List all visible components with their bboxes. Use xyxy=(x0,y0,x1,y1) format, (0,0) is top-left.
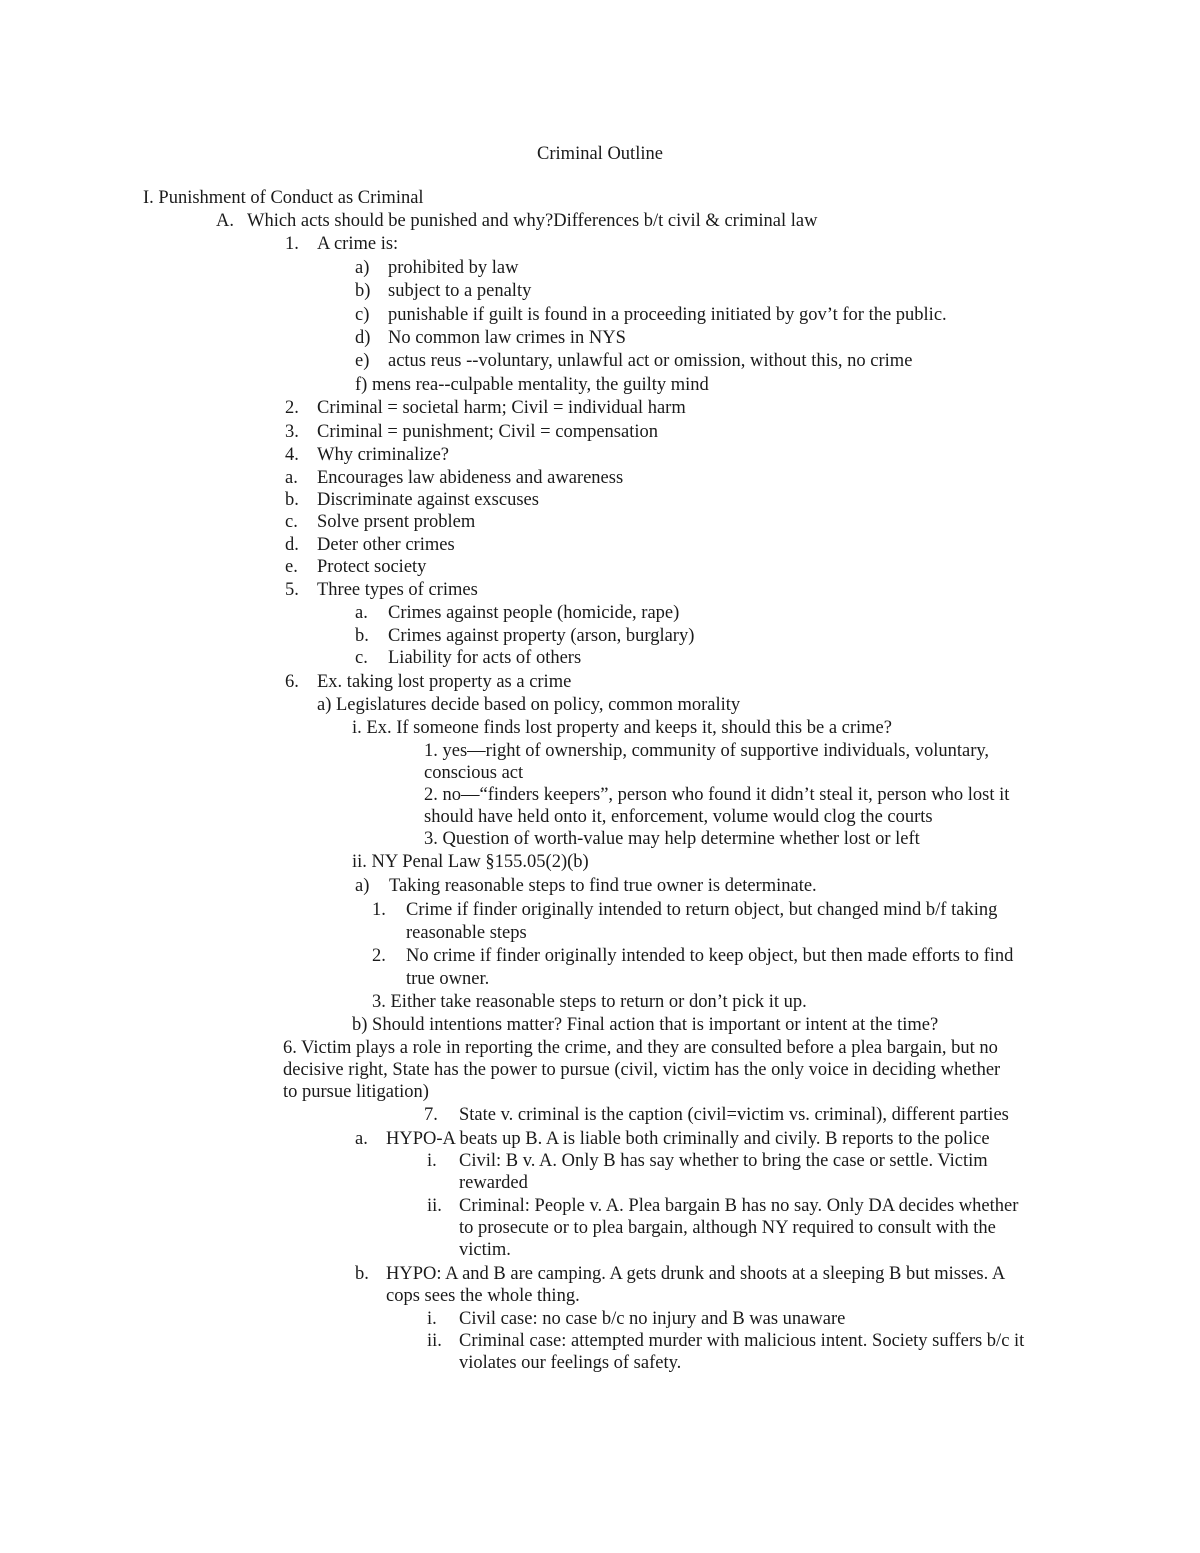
list-marker: d. xyxy=(285,535,299,555)
list-marker: 6. xyxy=(285,672,299,692)
outline-line: victim. xyxy=(459,1240,511,1260)
list-marker: i. xyxy=(427,1151,437,1171)
list-marker: a) xyxy=(355,258,370,278)
outline-line: violates our feelings of safety. xyxy=(459,1353,682,1373)
outline-line: 6. Victim plays a role in reporting the crime, and they are consulted before a plea bargain, but no xyxy=(283,1038,998,1058)
outline-line: Crimes against property (arson, burglary) xyxy=(388,626,695,646)
list-marker: c) xyxy=(355,305,370,325)
outline-line: State v. criminal is the caption (civil=victim vs. criminal), different parties xyxy=(459,1105,1009,1125)
list-marker: ii. xyxy=(427,1331,442,1351)
outline-line: ii. NY Penal Law §155.05(2)(b) xyxy=(352,852,589,872)
list-marker: 2. xyxy=(372,946,386,966)
outline-line: to prosecute or to plea bargain, although NY required to consult with the xyxy=(459,1218,996,1238)
list-marker: i. xyxy=(427,1309,437,1329)
outline-line: No common law crimes in NYS xyxy=(388,328,626,348)
outline-line: 3. Question of worth-value may help determine whether lost or left xyxy=(424,829,920,849)
outline-line: Three types of crimes xyxy=(317,580,478,600)
outline-line: Civil case: no case b/c no injury and B was unaware xyxy=(459,1309,846,1329)
outline-line: Why criminalize? xyxy=(317,445,450,465)
outline-line: Criminal case: attempted murder with malicious intent. Society suffers b/c it xyxy=(459,1331,1025,1351)
outline-line: Which acts should be punished and why?Differences b/t civil & criminal law xyxy=(247,211,818,231)
list-marker: e) xyxy=(355,351,370,371)
outline-line: prohibited by law xyxy=(388,258,519,278)
outline-line: true owner. xyxy=(406,969,490,989)
outline-line: HYPO: A and B are camping. A gets drunk and shoots at a sleeping B but misses. A xyxy=(386,1264,1006,1284)
outline-line: Ex. taking lost property as a crime xyxy=(317,672,572,692)
list-marker: c. xyxy=(355,648,368,668)
outline-line: Taking reasonable steps to find true owner is determinate. xyxy=(389,876,817,896)
list-marker: d) xyxy=(355,328,371,348)
outline-line: A crime is: xyxy=(317,234,399,254)
outline-line: 1. yes—right of ownership, community of supportive individuals, voluntary, xyxy=(424,741,990,761)
outline-line: Encourages law abideness and awareness xyxy=(317,468,624,488)
outline-line: HYPO-A beats up B. A is liable both criminally and civily. B reports to the police xyxy=(386,1129,990,1149)
list-marker: c. xyxy=(285,512,298,532)
list-marker: 1. xyxy=(285,234,299,254)
list-marker: 3. xyxy=(285,422,299,442)
list-marker: 4. xyxy=(285,445,299,465)
outline-line: 3. Either take reasonable steps to return or don’t pick it up. xyxy=(372,992,807,1012)
outline-line: Crime if finder originally intended to return object, but changed mind b/f taking xyxy=(406,900,998,920)
outline-line: Deter other crimes xyxy=(317,535,455,555)
outline-line: to pursue litigation) xyxy=(283,1082,429,1102)
list-marker: a. xyxy=(355,603,368,623)
outline-line: Criminal = punishment; Civil = compensation xyxy=(317,422,658,442)
outline-line: Discriminate against exscuses xyxy=(317,490,539,510)
outline-line: should have held onto it, enforcement, volume would clog the courts xyxy=(424,807,933,827)
list-marker: a. xyxy=(355,1129,368,1149)
outline-line: punishable if guilt is found in a proceeding initiated by gov’t for the public. xyxy=(388,305,947,325)
outline-line: Liability for acts of others xyxy=(388,648,582,668)
outline-line: Solve prsent problem xyxy=(317,512,476,532)
outline-line: b) Should intentions matter? Final action that is important or intent at the time? xyxy=(352,1015,939,1035)
list-marker: b. xyxy=(355,626,369,646)
outline-line: 2. no—“finders keepers”, person who found it didn’t steal it, person who lost it xyxy=(424,785,1010,805)
list-marker: b. xyxy=(285,490,299,510)
outline-line: subject to a penalty xyxy=(388,281,532,301)
list-marker: 5. xyxy=(285,580,299,600)
outline-line: Criminal = societal harm; Civil = individual harm xyxy=(317,398,686,418)
list-marker: b) xyxy=(355,281,371,301)
outline-line: Civil: B v. A. Only B has say whether to bring the case or settle. Victim xyxy=(459,1151,988,1171)
document-title: Criminal Outline xyxy=(537,144,663,164)
outline-line: f) mens rea--culpable mentality, the guilty mind xyxy=(355,375,709,395)
list-marker: 1. xyxy=(372,900,386,920)
list-marker: A. xyxy=(216,211,234,231)
list-marker: a. xyxy=(285,468,298,488)
outline-line: Protect society xyxy=(317,557,427,577)
outline-line: a) Legislatures decide based on policy, common morality xyxy=(317,695,741,715)
outline-line: reasonable steps xyxy=(406,923,527,943)
outline-line: i. Ex. If someone finds lost property and keeps it, should this be a crime? xyxy=(352,718,892,738)
outline-line: rewarded xyxy=(459,1173,528,1193)
outline-line: I. Punishment of Conduct as Criminal xyxy=(143,188,424,208)
outline-line: actus reus --voluntary, unlawful act or omission, without this, no crime xyxy=(388,351,913,371)
list-marker: a) xyxy=(355,876,370,896)
outline-line: decisive right, State has the power to pursue (civil, victim has the only voice in deciding whether xyxy=(283,1060,1001,1080)
outline-line: Crimes against people (homicide, rape) xyxy=(388,603,680,623)
list-marker: ii. xyxy=(427,1196,442,1216)
list-marker: 2. xyxy=(285,398,299,418)
outline-line: No crime if finder originally intended to keep object, but then made efforts to find xyxy=(406,946,1014,966)
list-marker: b. xyxy=(355,1264,369,1284)
list-marker: 7. xyxy=(424,1105,438,1125)
outline-line: Criminal: People v. A. Plea bargain B has no say. Only DA decides whether xyxy=(459,1196,1019,1216)
list-marker: e. xyxy=(285,557,298,577)
outline-line: cops sees the whole thing. xyxy=(386,1286,580,1306)
outline-line: conscious act xyxy=(424,763,524,783)
